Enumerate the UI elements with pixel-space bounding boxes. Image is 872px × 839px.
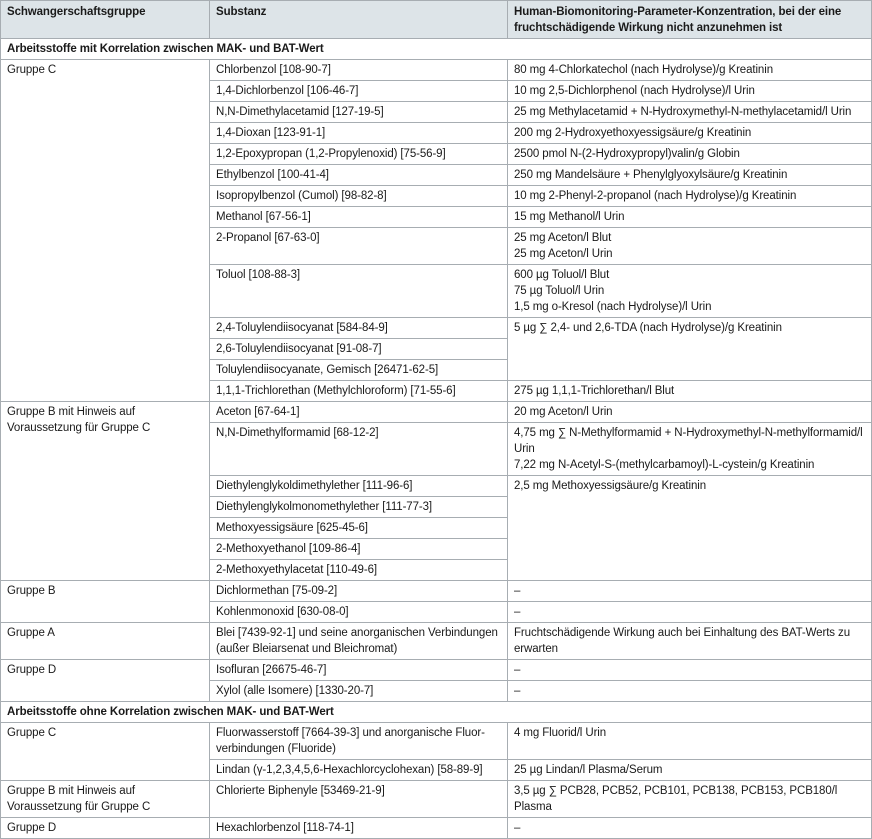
value-cell: – [508,660,872,681]
header-row [1,1,872,39]
value-line: 7,22 mg N-Acetyl-S-(methylcarbamoyl)-L-cystein/g Kreatinin [514,459,815,471]
substance-cell: 1,1,1-Trichlorethan (Methylchloroform) [71-55-6] [210,381,508,402]
header-group: Schwangerschaftsgruppe [1,1,210,39]
substance-cell: Kohlenmonoxid [630-08-0] [210,602,508,623]
header-parameter: Human-Biomonitoring-Parameter-Konzentration, bei der eine fruchtschädigende Wirkung nicht anzunehmen ist [508,1,872,39]
substance-cell: Lindan (γ-1,2,3,4,5,6-Hexachlorcyclohexan) [58-89-9] [210,760,508,781]
substance-cell: 1,2-Epoxypropan (1,2-Propylenoxid) [75-56-9] [210,144,508,165]
table-row [1,623,872,660]
substance-cell: N,N-Dimethylacetamid [127-19-5] [210,102,508,123]
table-row [1,781,872,818]
value-cell: 10 mg 2-Phenyl-2-propanol (nach Hydrolyse)/g Kreatinin [508,186,872,207]
value-cell: 275 µg 1,1,1-Trichlorethan/l Blut [508,381,872,402]
substance-cell: Toluylendiisocyanate, Gemisch [26471-62-5] [210,360,508,381]
substance-cell: Chlorbenzol [108-90-7] [210,60,508,81]
header-substance: Substanz [210,1,508,39]
value-cell: – [508,681,872,702]
value-cell: – [508,602,872,623]
substance-cell: 2-Methoxyethylacetat [110-49-6] [210,560,508,581]
table-row [1,818,872,839]
value-cell: 15 mg Methanol/l Urin [508,207,872,228]
table-row [1,723,872,760]
group-cell: Gruppe C [1,723,210,781]
substance-cell: Methanol [67-56-1] [210,207,508,228]
substance-cell: Isopropylbenzol (Cumol) [98-82-8] [210,186,508,207]
table-row [1,402,872,423]
group-cell: Gruppe B mit Hinweis auf Voraussetzung für Gruppe C [1,402,210,581]
substance-cell: Aceton [67-64-1] [210,402,508,423]
value-line: 4,75 mg ∑ N-Methylformamid + N-Hydroxymethyl-N-methylformamid/l Urin [514,427,863,455]
substance-cell: Isofluran [26675-46-7] [210,660,508,681]
substance-cell: Methoxyessigsäure [625-45-6] [210,518,508,539]
substance-cell: N,N-Dimethylformamid [68-12-2] [210,423,508,476]
value-cell: 4 mg Fluorid/l Urin [508,723,872,760]
value-line: 1,5 mg o-Kresol (nach Hydrolyse)/l Urin [514,301,712,313]
value-cell: 5 µg ∑ 2,4- und 2,6-TDA (nach Hydrolyse)/g Kreatinin [508,318,872,381]
table-row [1,60,872,81]
value-cell: 3,5 µg ∑ PCB28, PCB52, PCB101, PCB138, PCB153, PCB180/l Plasma [508,781,872,818]
value-cell: Fruchtschädigende Wirkung auch bei Einhaltung des BAT-Werts zu erwarten [508,623,872,660]
substance-cell: Hexachlorbenzol [118-74-1] [210,818,508,839]
table-row [1,581,872,602]
value-cell: 10 mg 2,5-Dichlorphenol (nach Hydrolyse)/l Urin [508,81,872,102]
group-cell: Gruppe C [1,60,210,402]
value-cell: 20 mg Aceton/l Urin [508,402,872,423]
substance-cell: 1,4-Dioxan [123-91-1] [210,123,508,144]
substance-cell: Chlorierte Biphenyle [53469-21-9] [210,781,508,818]
substance-cell: Dichlormethan [75-09-2] [210,581,508,602]
substance-cell: Ethylbenzol [100-41-4] [210,165,508,186]
value-cell: 80 mg 4-Chlorkatechol (nach Hydrolyse)/g Kreatinin [508,60,872,81]
substance-cell: 2,6-Toluylendiisocyanat [91-08-7] [210,339,508,360]
value-cell: – [508,818,872,839]
value-line: 25 mg Aceton/l Blut [514,232,612,244]
substance-cell: 2-Propanol [67-63-0] [210,228,508,265]
value-cell: – [508,581,872,602]
value-cell [508,423,872,476]
value-line: 25 mg Aceton/l Urin [514,248,613,260]
value-cell: 25 µg Lindan/l Plasma/Serum [508,760,872,781]
group-cell: Gruppe D [1,660,210,702]
group-cell: Gruppe B [1,581,210,623]
substance-cell: Diethylenglykolmonomethylether [111-77-3] [210,497,508,518]
substance-cell: Diethylenglykoldimethylether [111-96-6] [210,476,508,497]
value-cell: 200 mg 2-Hydroxyethoxyessigsäure/g Kreatinin [508,123,872,144]
group-cell: Gruppe A [1,623,210,660]
substance-cell: 1,4-Dichlorbenzol [106-46-7] [210,81,508,102]
value-cell [508,228,872,265]
substance-cell: Xylol (alle Isomere) [1330-20-7] [210,681,508,702]
value-line: 600 µg Toluol/l Blut [514,269,610,281]
section-row [1,39,872,60]
table-row [1,660,872,681]
value-cell: 2500 pmol N-(2-Hydroxypropyl)valin/g Globin [508,144,872,165]
value-cell: 2,5 mg Methoxyessigsäure/g Kreatinin [508,476,872,581]
substance-cell: Blei [7439-92-1] und seine anorganischen Verbindungen (außer Bleiarsenat und Bleichromat) [210,623,508,660]
value-line: 75 µg Toluol/l Urin [514,285,605,297]
section-row [1,702,872,723]
substance-cell: 2-Methoxyethanol [109-86-4] [210,539,508,560]
substance-cell: 2,4-Toluylendiisocyanat [584-84-9] [210,318,508,339]
value-cell: 250 mg Mandelsäure + Phenylglyoxylsäure/g Kreatinin [508,165,872,186]
group-cell: Gruppe B mit Hinweis auf Voraussetzung für Gruppe C [1,781,210,818]
section-title: Arbeitsstoffe mit Korrelation zwischen MAK- und BAT-Wert [1,39,872,60]
group-cell: Gruppe D [1,818,210,839]
substance-cell: Toluol [108-88-3] [210,265,508,318]
section-title: Arbeitsstoffe ohne Korrelation zwischen MAK- und BAT-Wert [1,702,872,723]
value-cell [508,265,872,318]
value-cell: 25 mg Methylacetamid + N-Hydroxymethyl-N-methylacetamid/l Urin [508,102,872,123]
substance-cell: Fluorwasserstoff [7664-39-3] und anorganische Fluor-verbindungen (Fluoride) [210,723,508,760]
